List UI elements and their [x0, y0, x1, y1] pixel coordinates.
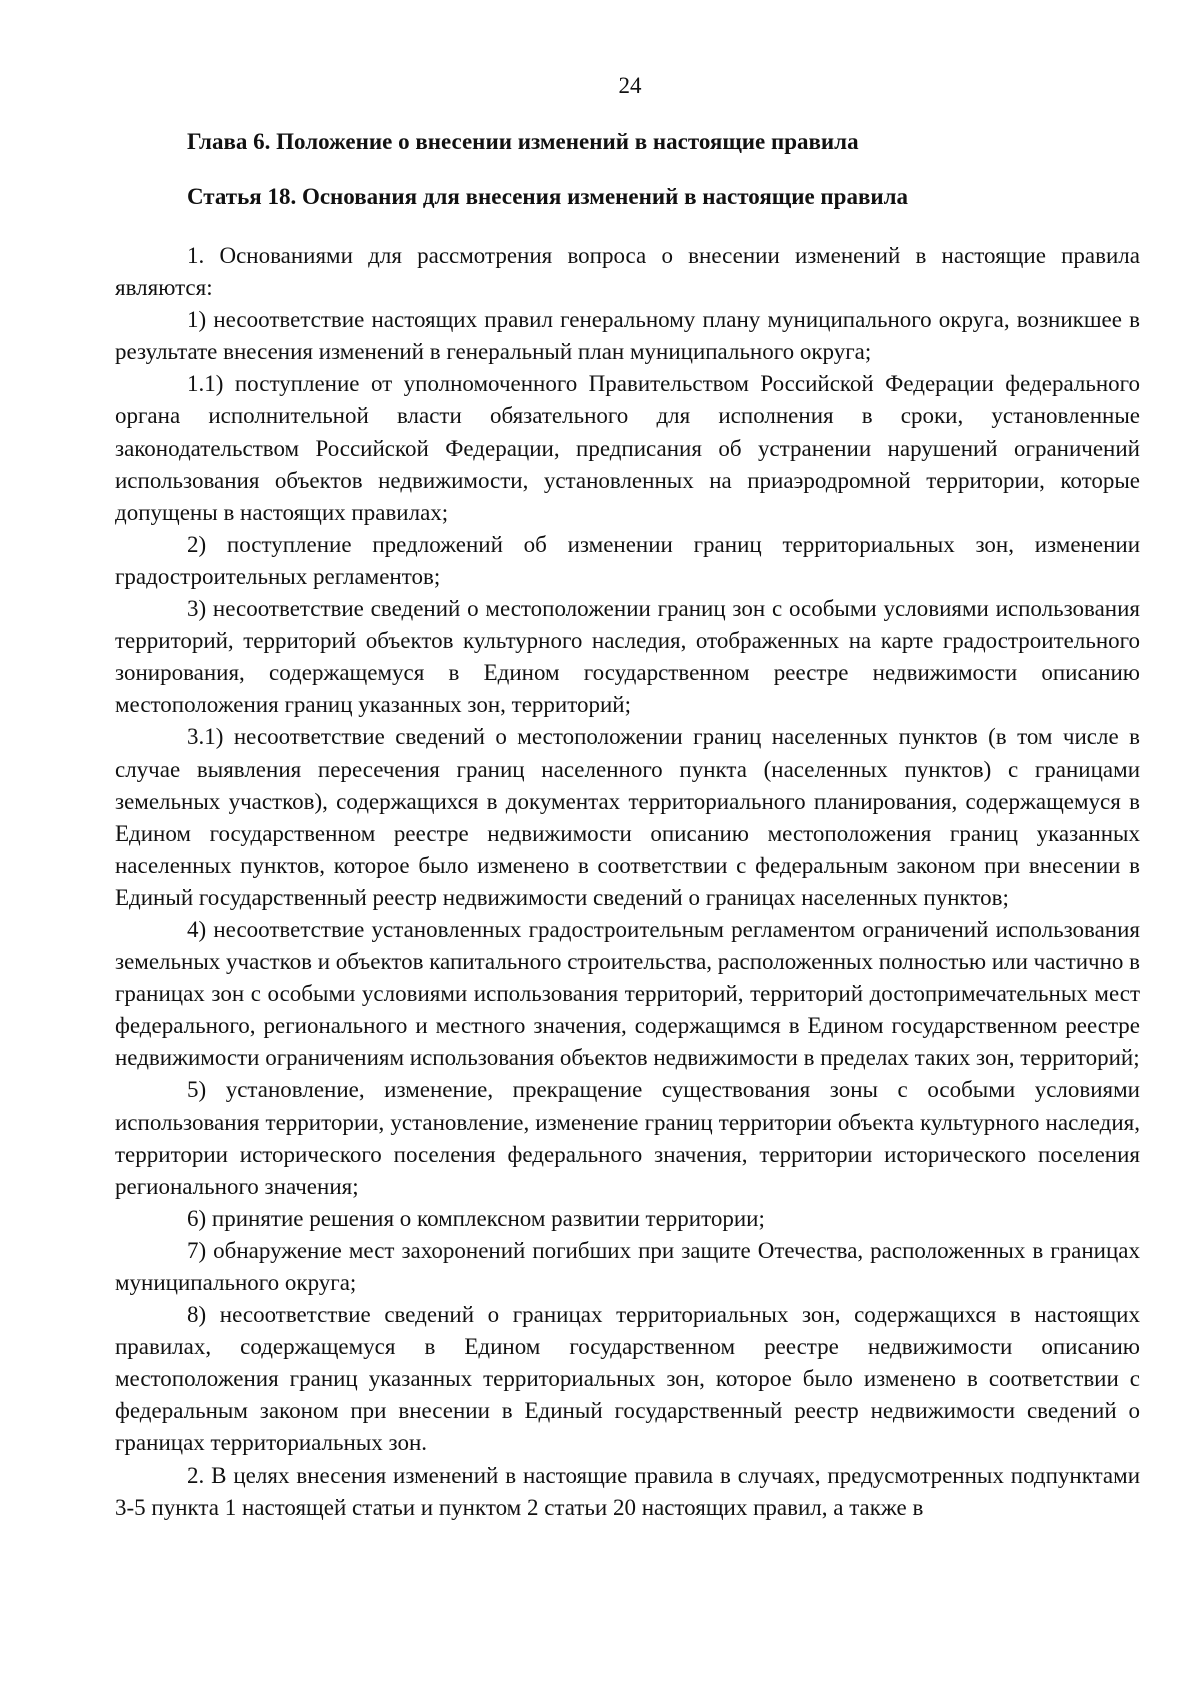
paragraph-1: 1. Основаниями для рассмотрения вопроса о внесении изменений в настоящие правила являются:	[115, 243, 1140, 301]
subitem-3-1: 3.1) несоответствие сведений о местоположении границ населенных пунктов (в том числе в случае выявления пересечения границ населенного пункта (населенных пунктов) с границами земельных участков), содержащихся в документах территориального планирования, содержащемуся в Едином государственном реестре недвижимости описанию местоположения границ указанных населенных пунктов, которое было изменено в соответствии с федеральным законом при внесении в Единый государственный реестр недвижимости сведений о границах населенных пунктов;	[115, 724, 1140, 910]
subitem-4: 4) несоответствие установленных градостроительным регламентом ограничений использования земельных участков и объектов капитального строительства, расположенных полностью или частично в границах зон с особыми условиями использования территорий, территорий достопримечательных мест федерального, регионального и местного значения, содержащимся в Едином государственном реестре недвижимости ограничениям использования объектов недвижимости в пределах таких зон, территорий;	[115, 916, 1140, 1071]
subitem-5: 5) установление, изменение, прекращение существования зоны с особыми условиями использования территории, установление, изменение границ территории объекта культурного наследия, территории исторического поселения федерального значения, территории исторического поселения регионального значения;	[115, 1077, 1140, 1199]
subitem-8: 8) несоответствие сведений о границах территориальных зон, содержащихся в настоящих правилах, содержащемуся в Едином государственном реестре недвижимости описанию местоположения границ указанных территориальных зон, которое было изменено в соответствии с федеральным законом при внесении в Единый государственный реестр недвижимости сведений о границах территориальных зон.	[115, 1302, 1140, 1456]
paragraph-2: 2. В целях внесения изменений в настоящие правила в случаях, предусмотренных подпунктами 3-5 пункта 1 настоящей статьи и пунктом 2 статьи 20 настоящих правил, а также в	[115, 1462, 1140, 1520]
subitem-1-1: 1.1) поступление от уполномоченного Правительством Российской Федерации федерального органа исполнительной власти обязательного для исполнения в сроки, установленные законодательством Российской Федерации, предписания об устранении нарушений ограничений использования объектов недвижимости, установленных на приаэродромной территории, которые допущены в настоящих правилах;	[115, 371, 1140, 525]
chapter-heading: Глава 6. Положение о внесении изменений в настоящие правила	[187, 129, 859, 154]
subitem-7: 7) обнаружение мест захоронений погибших при защите Отечества, расположенных в границах муниципального округа;	[115, 1237, 1140, 1295]
subitem-2: 2) поступление предложений об изменении границ территориальных зон, изменении градостроительных регламентов;	[115, 531, 1140, 589]
subitem-3: 3) несоответствие сведений о местоположении границ зон с особыми условиями использования территорий, территорий объектов культурного наследия, отображенных на карте градостроительного зонирования, содержащемуся в Едином государственном реестре недвижимости описанию местоположения границ указанных зон, территорий;	[115, 596, 1140, 718]
subitem-6: 6) принятие решения о комплексном развитии территории;	[187, 1205, 765, 1231]
subitem-1: 1) несоответствие настоящих правил генеральному плану муниципального округа, возникшее в результате внесения изменений в генеральный план муниципального округа;	[115, 307, 1140, 365]
article-body	[115, 240, 1140, 1524]
article-heading: Статья 18. Основания для внесения изменений в настоящие правила	[187, 184, 909, 209]
page-number: 24	[618, 73, 642, 98]
